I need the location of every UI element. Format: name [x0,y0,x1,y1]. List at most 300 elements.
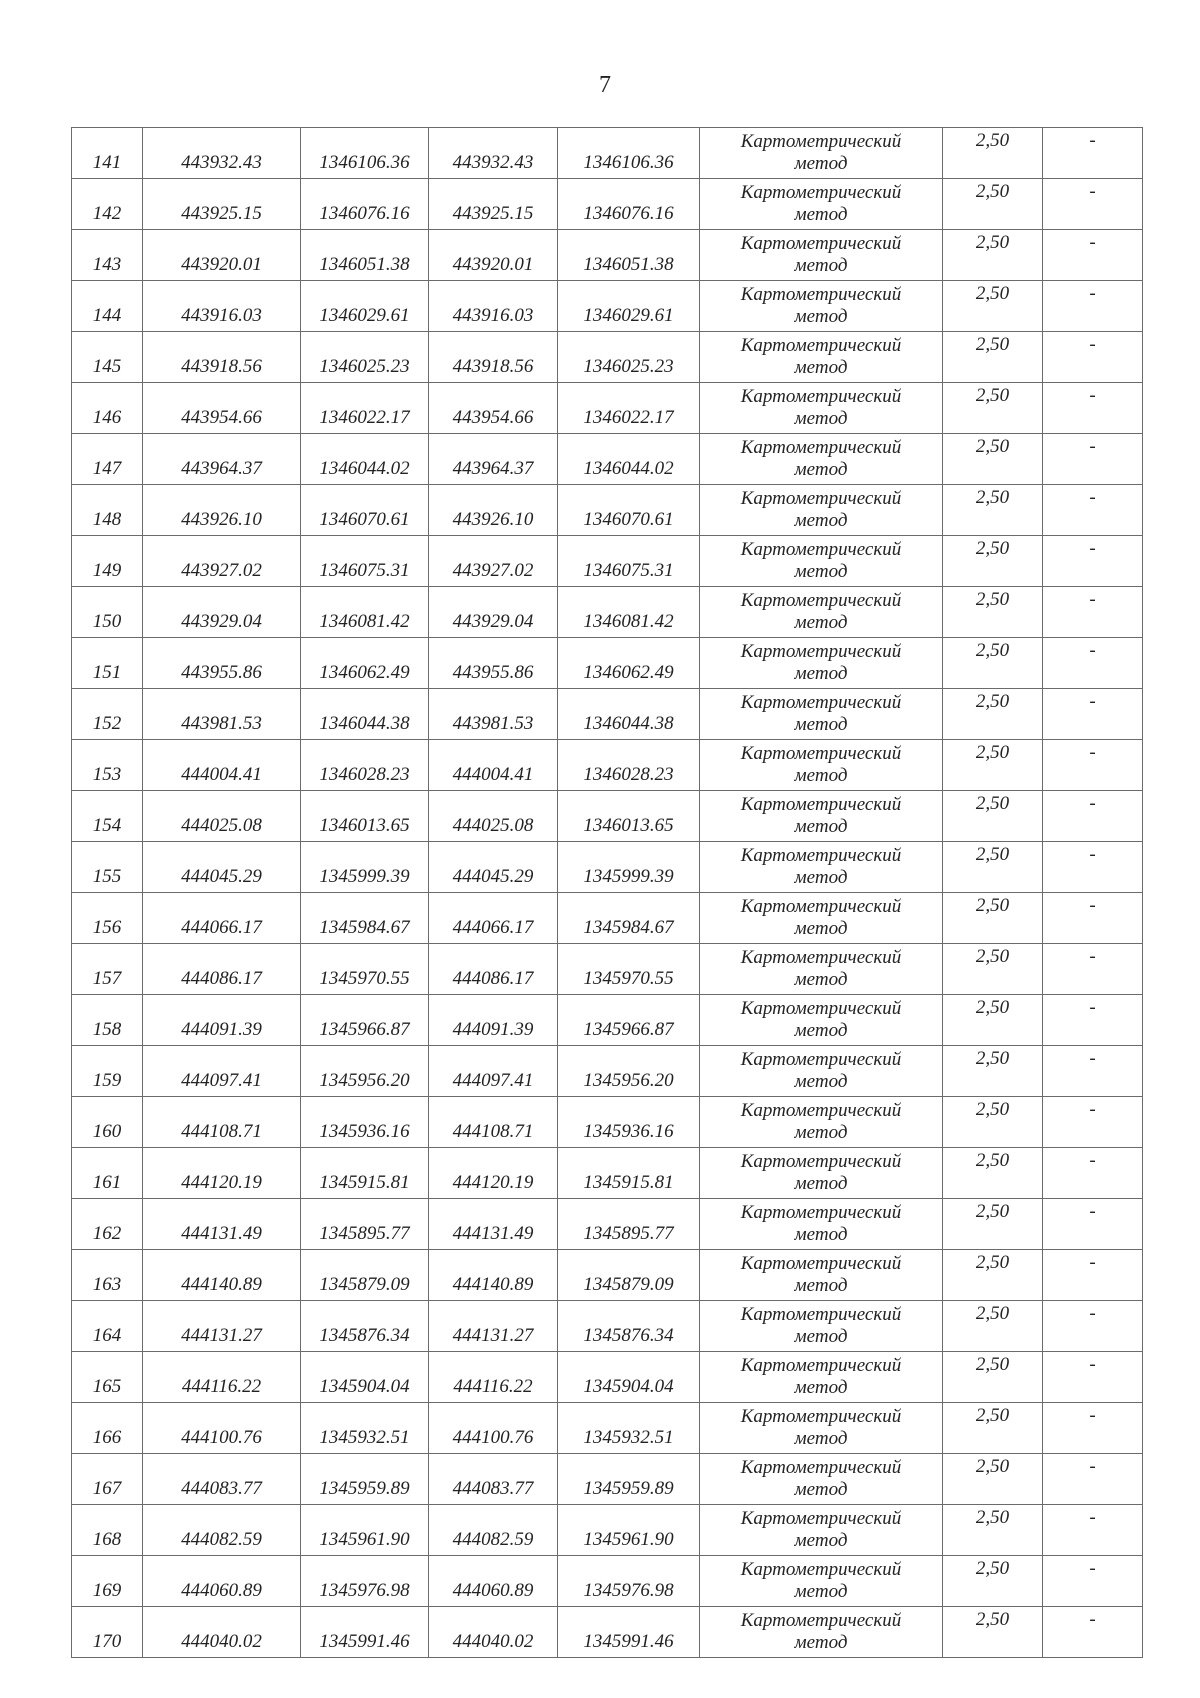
y-coordinate-2-cell: 1346022.17 [558,383,700,434]
x-coordinate-cell: 443981.53 [143,689,301,740]
point-number-cell: 163 [72,1250,143,1301]
method-line: Картометрический [740,386,902,407]
accuracy-cell: 2,50 [943,1454,1043,1505]
x-coordinate-cell: 444120.19 [143,1148,301,1199]
method-line: метод [794,612,848,633]
description-cell: - [1043,1250,1143,1301]
x-coordinate-2-cell: 443954.66 [429,383,558,434]
table-row [72,638,1143,689]
point-number-cell: 164 [72,1301,143,1352]
y-coordinate-cell: 1345970.55 [301,944,429,995]
table-row [72,995,1143,1046]
table-row [72,179,1143,230]
y-coordinate-2-cell: 1345959.89 [558,1454,700,1505]
method-line: Картометрический [740,1508,902,1529]
y-coordinate-cell: 1345956.20 [301,1046,429,1097]
table-row [72,1403,1143,1454]
method-cell [700,332,943,383]
description-cell: - [1043,893,1143,944]
x-coordinate-2-cell: 443918.56 [429,332,558,383]
y-coordinate-2-cell: 1346106.36 [558,128,700,179]
y-coordinate-cell: 1346028.23 [301,740,429,791]
accuracy-cell: 2,50 [943,1505,1043,1556]
method-cell [700,434,943,485]
table-row [72,1148,1143,1199]
y-coordinate-2-cell: 1345876.34 [558,1301,700,1352]
point-number-cell: 158 [72,995,143,1046]
table-row [72,1352,1143,1403]
method-line: Картометрический [740,998,902,1019]
accuracy-cell: 2,50 [943,689,1043,740]
y-coordinate-2-cell: 1345895.77 [558,1199,700,1250]
x-coordinate-cell: 443932.43 [143,128,301,179]
point-number-cell: 145 [72,332,143,383]
x-coordinate-2-cell: 444091.39 [429,995,558,1046]
method-line: метод [794,1275,848,1296]
description-cell: - [1043,230,1143,281]
method-line: Картометрический [740,794,902,815]
method-line: Картометрический [740,233,902,254]
method-line: метод [794,1632,848,1653]
method-line: Картометрический [740,1457,902,1478]
description-cell: - [1043,740,1143,791]
method-line: Картометрический [740,1355,902,1376]
description-cell: - [1043,638,1143,689]
y-coordinate-cell: 1345932.51 [301,1403,429,1454]
accuracy-cell: 2,50 [943,638,1043,689]
x-coordinate-2-cell: 444082.59 [429,1505,558,1556]
y-coordinate-cell: 1346013.65 [301,791,429,842]
point-number-cell: 146 [72,383,143,434]
method-cell [700,1352,943,1403]
table-row [72,1607,1143,1658]
method-cell [700,1148,943,1199]
point-number-cell: 161 [72,1148,143,1199]
table-row [72,1556,1143,1607]
coordinates-table [71,127,1143,1658]
method-cell [700,740,943,791]
table-row [72,1199,1143,1250]
x-coordinate-2-cell: 443927.02 [429,536,558,587]
y-coordinate-2-cell: 1345879.09 [558,1250,700,1301]
description-cell: - [1043,1556,1143,1607]
accuracy-cell: 2,50 [943,434,1043,485]
method-line: Картометрический [740,1100,902,1121]
point-number-cell: 167 [72,1454,143,1505]
accuracy-cell: 2,50 [943,179,1043,230]
description-cell: - [1043,689,1143,740]
table-row [72,1097,1143,1148]
point-number-cell: 148 [72,485,143,536]
y-coordinate-2-cell: 1346044.02 [558,434,700,485]
method-line: метод [794,1071,848,1092]
x-coordinate-cell: 443925.15 [143,179,301,230]
method-line: метод [794,1530,848,1551]
accuracy-cell: 2,50 [943,230,1043,281]
y-coordinate-2-cell: 1345956.20 [558,1046,700,1097]
method-cell [700,1097,943,1148]
y-coordinate-cell: 1345936.16 [301,1097,429,1148]
method-line: Картометрический [740,1559,902,1580]
y-coordinate-2-cell: 1345915.81 [558,1148,700,1199]
description-cell: - [1043,791,1143,842]
method-line: метод [794,204,848,225]
description-cell: - [1043,179,1143,230]
description-cell: - [1043,587,1143,638]
y-coordinate-cell: 1345959.89 [301,1454,429,1505]
table-row [72,230,1143,281]
method-line: метод [794,867,848,888]
method-cell [700,1301,943,1352]
x-coordinate-cell: 444091.39 [143,995,301,1046]
x-coordinate-cell: 444083.77 [143,1454,301,1505]
description-cell: - [1043,1148,1143,1199]
table-row [72,1454,1143,1505]
method-line: метод [794,918,848,939]
table-row [72,383,1143,434]
accuracy-cell: 2,50 [943,842,1043,893]
table-row [72,1301,1143,1352]
y-coordinate-2-cell: 1345984.67 [558,893,700,944]
accuracy-cell: 2,50 [943,1607,1043,1658]
method-line: Картометрический [740,182,902,203]
point-number-cell: 165 [72,1352,143,1403]
accuracy-cell: 2,50 [943,740,1043,791]
x-coordinate-cell: 444025.08 [143,791,301,842]
method-line: метод [794,1224,848,1245]
method-line: метод [794,153,848,174]
method-cell [700,587,943,638]
method-cell [700,1046,943,1097]
method-line: Картометрический [740,1253,902,1274]
method-cell [700,1454,943,1505]
table-row [72,1046,1143,1097]
y-coordinate-2-cell: 1346075.31 [558,536,700,587]
method-cell [700,791,943,842]
method-line: метод [794,663,848,684]
accuracy-cell: 2,50 [943,893,1043,944]
y-coordinate-2-cell: 1346070.61 [558,485,700,536]
y-coordinate-cell: 1346081.42 [301,587,429,638]
y-coordinate-2-cell: 1345970.55 [558,944,700,995]
point-number-cell: 152 [72,689,143,740]
accuracy-cell: 2,50 [943,128,1043,179]
y-coordinate-2-cell: 1345904.04 [558,1352,700,1403]
x-coordinate-cell: 444082.59 [143,1505,301,1556]
x-coordinate-cell: 444116.22 [143,1352,301,1403]
method-line: Картометрический [740,1304,902,1325]
x-coordinate-cell: 443964.37 [143,434,301,485]
method-line: метод [794,1326,848,1347]
x-coordinate-cell: 444100.76 [143,1403,301,1454]
y-coordinate-cell: 1346044.38 [301,689,429,740]
point-number-cell: 160 [72,1097,143,1148]
x-coordinate-cell: 443927.02 [143,536,301,587]
method-cell [700,485,943,536]
x-coordinate-2-cell: 443926.10 [429,485,558,536]
method-line: Картометрический [740,590,902,611]
table-row [72,944,1143,995]
table-row [72,791,1143,842]
accuracy-cell: 2,50 [943,332,1043,383]
accuracy-cell: 2,50 [943,383,1043,434]
method-line: Картометрический [740,743,902,764]
description-cell: - [1043,842,1143,893]
x-coordinate-2-cell: 443920.01 [429,230,558,281]
y-coordinate-2-cell: 1346025.23 [558,332,700,383]
point-number-cell: 151 [72,638,143,689]
x-coordinate-cell: 443920.01 [143,230,301,281]
y-coordinate-2-cell: 1345991.46 [558,1607,700,1658]
y-coordinate-cell: 1346022.17 [301,383,429,434]
y-coordinate-cell: 1345961.90 [301,1505,429,1556]
table-row [72,1250,1143,1301]
y-coordinate-2-cell: 1345976.98 [558,1556,700,1607]
y-coordinate-cell: 1345976.98 [301,1556,429,1607]
x-coordinate-2-cell: 443955.86 [429,638,558,689]
method-line: метод [794,1020,848,1041]
point-number-cell: 157 [72,944,143,995]
method-line: Картометрический [740,1406,902,1427]
table-row [72,1505,1143,1556]
method-line: Картометрический [740,947,902,968]
x-coordinate-cell: 444060.89 [143,1556,301,1607]
method-line: Картометрический [740,1202,902,1223]
method-line: Картометрический [740,692,902,713]
method-cell [700,536,943,587]
table-row [72,281,1143,332]
description-cell: - [1043,1352,1143,1403]
method-line: Картометрический [740,539,902,560]
y-coordinate-cell: 1345984.67 [301,893,429,944]
x-coordinate-2-cell: 444131.27 [429,1301,558,1352]
x-coordinate-2-cell: 443932.43 [429,128,558,179]
description-cell: - [1043,1403,1143,1454]
accuracy-cell: 2,50 [943,1046,1043,1097]
table-row [72,689,1143,740]
y-coordinate-cell: 1346075.31 [301,536,429,587]
x-coordinate-2-cell: 444120.19 [429,1148,558,1199]
x-coordinate-cell: 443918.56 [143,332,301,383]
accuracy-cell: 2,50 [943,995,1043,1046]
coordinates-table-body [72,128,1143,1658]
accuracy-cell: 2,50 [943,1352,1043,1403]
accuracy-cell: 2,50 [943,1250,1043,1301]
page-number: 7 [599,72,611,98]
point-number-cell: 156 [72,893,143,944]
description-cell: - [1043,944,1143,995]
method-line: метод [794,561,848,582]
method-line: метод [794,357,848,378]
method-cell [700,1199,943,1250]
method-line: Картометрический [740,1610,902,1631]
y-coordinate-cell: 1346076.16 [301,179,429,230]
description-cell: - [1043,1097,1143,1148]
x-coordinate-2-cell: 444086.17 [429,944,558,995]
point-number-cell: 147 [72,434,143,485]
x-coordinate-2-cell: 444097.41 [429,1046,558,1097]
x-coordinate-cell: 444131.49 [143,1199,301,1250]
method-cell [700,995,943,1046]
y-coordinate-cell: 1345991.46 [301,1607,429,1658]
description-cell: - [1043,536,1143,587]
method-line: Картометрический [740,437,902,458]
method-cell [700,1250,943,1301]
method-line: Картометрический [740,1151,902,1172]
table-row [72,485,1143,536]
description-cell: - [1043,1046,1143,1097]
accuracy-cell: 2,50 [943,944,1043,995]
method-cell [700,689,943,740]
description-cell: - [1043,995,1143,1046]
description-cell: - [1043,485,1143,536]
y-coordinate-2-cell: 1345961.90 [558,1505,700,1556]
x-coordinate-cell: 444140.89 [143,1250,301,1301]
method-line: метод [794,816,848,837]
x-coordinate-2-cell: 444060.89 [429,1556,558,1607]
x-coordinate-2-cell: 444083.77 [429,1454,558,1505]
method-line: метод [794,714,848,735]
description-cell: - [1043,434,1143,485]
point-number-cell: 162 [72,1199,143,1250]
x-coordinate-2-cell: 444066.17 [429,893,558,944]
x-coordinate-cell: 444086.17 [143,944,301,995]
accuracy-cell: 2,50 [943,1148,1043,1199]
accuracy-cell: 2,50 [943,1556,1043,1607]
point-number-cell: 155 [72,842,143,893]
method-line: Картометрический [740,284,902,305]
y-coordinate-2-cell: 1346062.49 [558,638,700,689]
x-coordinate-cell: 443955.86 [143,638,301,689]
method-line: метод [794,1581,848,1602]
point-number-cell: 149 [72,536,143,587]
point-number-cell: 170 [72,1607,143,1658]
point-number-cell: 142 [72,179,143,230]
x-coordinate-cell: 444108.71 [143,1097,301,1148]
method-line: метод [794,1428,848,1449]
method-line: метод [794,1173,848,1194]
x-coordinate-cell: 443929.04 [143,587,301,638]
y-coordinate-2-cell: 1346044.38 [558,689,700,740]
y-coordinate-2-cell: 1346081.42 [558,587,700,638]
y-coordinate-2-cell: 1345936.16 [558,1097,700,1148]
x-coordinate-2-cell: 444116.22 [429,1352,558,1403]
point-number-cell: 150 [72,587,143,638]
table-row [72,332,1143,383]
table-row [72,740,1143,791]
y-coordinate-cell: 1346029.61 [301,281,429,332]
method-line: метод [794,510,848,531]
x-coordinate-cell: 443926.10 [143,485,301,536]
y-coordinate-cell: 1345895.77 [301,1199,429,1250]
table-row [72,128,1143,179]
method-line: метод [794,1122,848,1143]
method-line: Картометрический [740,896,902,917]
x-coordinate-cell: 444045.29 [143,842,301,893]
point-number-cell: 169 [72,1556,143,1607]
description-cell: - [1043,332,1143,383]
table-row [72,536,1143,587]
y-coordinate-cell: 1346044.02 [301,434,429,485]
x-coordinate-cell: 444066.17 [143,893,301,944]
method-line: метод [794,1479,848,1500]
description-cell: - [1043,1607,1143,1658]
y-coordinate-2-cell: 1345999.39 [558,842,700,893]
y-coordinate-cell: 1345999.39 [301,842,429,893]
x-coordinate-cell: 444004.41 [143,740,301,791]
method-line: метод [794,765,848,786]
x-coordinate-2-cell: 444100.76 [429,1403,558,1454]
method-line: метод [794,969,848,990]
accuracy-cell: 2,50 [943,281,1043,332]
x-coordinate-2-cell: 443964.37 [429,434,558,485]
method-line: метод [794,306,848,327]
y-coordinate-cell: 1346070.61 [301,485,429,536]
method-line: метод [794,255,848,276]
accuracy-cell: 2,50 [943,791,1043,842]
accuracy-cell: 2,50 [943,587,1043,638]
accuracy-cell: 2,50 [943,1097,1043,1148]
y-coordinate-2-cell: 1346076.16 [558,179,700,230]
description-cell: - [1043,1301,1143,1352]
y-coordinate-cell: 1345904.04 [301,1352,429,1403]
table-row [72,434,1143,485]
point-number-cell: 153 [72,740,143,791]
y-coordinate-2-cell: 1345932.51 [558,1403,700,1454]
point-number-cell: 159 [72,1046,143,1097]
y-coordinate-2-cell: 1346028.23 [558,740,700,791]
y-coordinate-2-cell: 1346029.61 [558,281,700,332]
point-number-cell: 168 [72,1505,143,1556]
description-cell: - [1043,1199,1143,1250]
description-cell: - [1043,383,1143,434]
point-number-cell: 154 [72,791,143,842]
description-cell: - [1043,281,1143,332]
description-cell: - [1043,1505,1143,1556]
point-number-cell: 166 [72,1403,143,1454]
method-line: Картометрический [740,845,902,866]
y-coordinate-cell: 1346106.36 [301,128,429,179]
accuracy-cell: 2,50 [943,1199,1043,1250]
x-coordinate-cell: 444040.02 [143,1607,301,1658]
method-cell [700,893,943,944]
x-coordinate-cell: 444131.27 [143,1301,301,1352]
description-cell: - [1043,1454,1143,1505]
x-coordinate-2-cell: 444131.49 [429,1199,558,1250]
method-line: Картометрический [740,641,902,662]
method-cell [700,383,943,434]
method-cell [700,1403,943,1454]
method-line: метод [794,1377,848,1398]
method-cell [700,230,943,281]
x-coordinate-2-cell: 443916.03 [429,281,558,332]
method-cell [700,1556,943,1607]
y-coordinate-cell: 1345876.34 [301,1301,429,1352]
y-coordinate-2-cell: 1346013.65 [558,791,700,842]
x-coordinate-2-cell: 443981.53 [429,689,558,740]
x-coordinate-2-cell: 444108.71 [429,1097,558,1148]
x-coordinate-2-cell: 443925.15 [429,179,558,230]
accuracy-cell: 2,50 [943,536,1043,587]
table-row [72,893,1143,944]
y-coordinate-cell: 1345966.87 [301,995,429,1046]
x-coordinate-2-cell: 444025.08 [429,791,558,842]
method-line: Картометрический [740,131,902,152]
x-coordinate-2-cell: 443929.04 [429,587,558,638]
description-cell: - [1043,128,1143,179]
method-cell [700,281,943,332]
y-coordinate-cell: 1345879.09 [301,1250,429,1301]
